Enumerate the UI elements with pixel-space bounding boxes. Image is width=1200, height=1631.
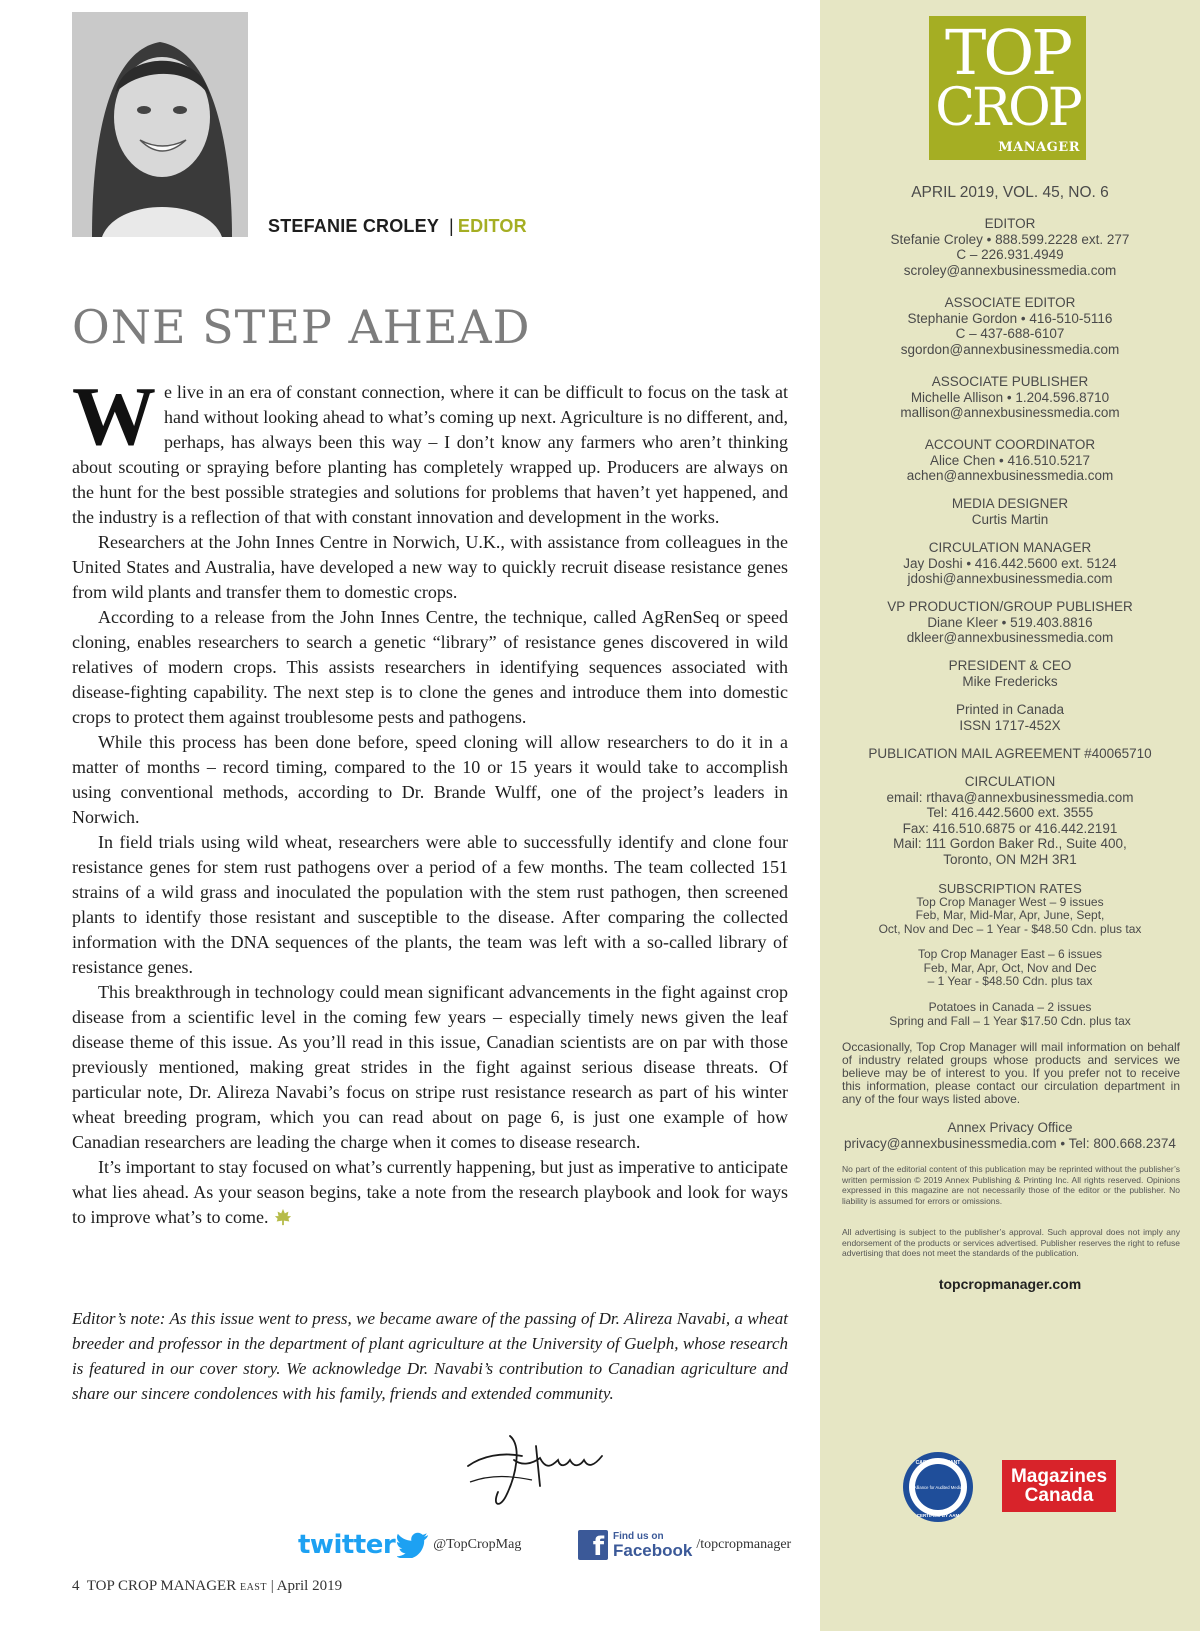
masthead-email[interactable]: sgordon@annexbusinessmedia.com (900, 341, 1120, 357)
circulation-email[interactable]: email: rthava@annexbusinessmedia.com (886, 789, 1134, 805)
footer-separator: | (270, 1578, 274, 1594)
byline (268, 216, 527, 237)
subscription-rates (820, 882, 1200, 936)
article-paragraph-text: e live in an era of constant connection, where it can be difficult to focus on the task at hand without looking ahead to what’s coming up next. Agriculture is no different, and, perhaps, has always been this way – I don’t know any farmers who aren’t thinking about scouting or spraying before planting has completely wrapped up. Producers are always on the hunt for the best possible strategies and solutions for problems that haven’t yet happened, and the industry is a reflection of that with constant innovation and development in the works. (72, 382, 788, 527)
facebook-text (613, 1531, 692, 1560)
masthead-sidebar (820, 0, 1200, 1631)
website-link[interactable]: topcropmanager.com (938, 1276, 1082, 1292)
masthead-email[interactable]: scroley@annexbusinessmedia.com (903, 262, 1117, 278)
masthead-vp-production (820, 599, 1200, 646)
logo-line-manager: MANAGER (998, 140, 1080, 155)
subscription-line: Top Crop Manager East – 6 issues (917, 947, 1103, 961)
masthead-associate-editor (820, 295, 1200, 357)
footer-edition: EAST (239, 1582, 267, 1593)
article-paragraph: According to a release from the John Innes Centre, the technique, called AgRenSeq or speed cloning, enables researchers to search a genetic “library” of resistance genes discovered in wild relatives of modern crops. This assists researchers in identifying sequences associated with disease-fighting capability. The next step is to clone the genes and introduce them into domestic crops to protect them against troublesome pests and pathogens. (72, 607, 788, 727)
editor-photo (72, 12, 248, 237)
subscription-title: SUBSCRIPTION RATES (938, 881, 1082, 896)
page-title: ONE STEP AHEAD (72, 300, 531, 354)
masthead-line: Tel: 416.442.5600 ext. 3555 (926, 805, 1094, 820)
masthead-line: Mike Fredericks (962, 673, 1058, 689)
masthead-line: C – 437-688-6107 (955, 326, 1065, 341)
masthead-title: Printed in Canada (955, 702, 1065, 717)
masthead-email[interactable]: mallison@annexbusinessmedia.com (900, 405, 1120, 420)
page-number: 4 (72, 1578, 80, 1594)
article-body (72, 370, 788, 1230)
aam-badge-top-text: CASL COMPLIANT (915, 1460, 961, 1466)
privacy-contact[interactable]: privacy@annexbusinessmedia.com • Tel: 800.668.2374 (844, 1135, 1176, 1151)
masthead-title: EDITOR (984, 216, 1036, 231)
mailing-notice: Occasionally, Top Crop Manager will mail information on behalf of industry related groups whose products and services we believe may be of interest to you. If you prefer not to receive this information, please contact our circulation department in any of the four ways listed above. (842, 1040, 1180, 1106)
twitter-bird-icon (397, 1532, 429, 1558)
article-paragraph-text: It’s important to stay focused on what’s currently happening, but just as imperative to anticipate what lies ahead. As your season begins, take a note from the research playbook and look for ways to improve what’s to come. (72, 1157, 788, 1227)
masthead-title: CIRCULATION MANAGER (928, 540, 1092, 555)
footer-title: TOP CROP MANAGER (86, 1578, 237, 1594)
maple-leaf-icon (274, 1208, 292, 1226)
masthead-printing (820, 702, 1200, 733)
article-paragraph: In field trials using wild wheat, researchers were able to successfully identify and clone four resistance genes for stem rust pathogens over a period of a few months. The team collected 151 strains of a wild grass and inoculated the population with the stem rust pathogen, then screened plants to identify those resistant and susceptible to the disease. After comparing the collected information with the DNA sequences of the plants, the team was left with a so-called library of resistance genes. (72, 832, 788, 977)
masthead-line: Curtis Martin (971, 511, 1049, 527)
magazines-canada-line: Magazines (1010, 1466, 1108, 1487)
logo-line-top: TOP (945, 16, 1070, 89)
masthead-title: PRESIDENT & CEO (948, 658, 1072, 673)
masthead-email[interactable]: jdoshi@annexbusinessmedia.com (907, 571, 1113, 586)
article-paragraph: This breakthrough in technology could mean significant advancements in the fight against crop disease from a scientific level in the coming few years – especially timely news given the leaf disease theme of this issue. As you’ll read in this issue, Canadian scientists are on par with those previously mentioned, making great strides in the fight against serious disease threats. Of particular note, Dr. Alireza Navabi’s focus on stripe rust resistance research as part of his winter wheat breeding program, which you can read about on page 6, is just one example of how Canadian researchers are leading the charge when it comes to disease research. (72, 982, 788, 1152)
editor-signature (462, 1426, 622, 1514)
masthead-account-coordinator (820, 437, 1200, 484)
top-crop-manager-logo (929, 16, 1086, 160)
subscription-line: Potatoes in Canada – 2 issues (928, 1000, 1092, 1014)
masthead-title: MEDIA DESIGNER (951, 496, 1069, 511)
masthead-email[interactable]: dkleer@annexbusinessmedia.com (906, 630, 1114, 645)
masthead-line: Diane Kleer • 519.403.8816 (927, 614, 1093, 630)
footer-date: April 2019 (276, 1578, 343, 1594)
subscription-line: Spring and Fall – 1 Year $17.50 Cdn. plus tax (889, 1013, 1131, 1028)
subscription-line: Feb, Mar, Apr, Oct, Nov and Dec (923, 960, 1097, 975)
article-paragraph: Researchers at the John Innes Centre in Norwich, U.K., with assistance from colleagues in the United States and Australia, have developed a new way to quickly recruit disease resistance genes from wild plants and transfer them to domestic crops. (72, 532, 788, 602)
logo-line-crop: CROP (935, 78, 1080, 138)
subscription-line: Feb, Mar, Mid-Mar, Apr, June, Sept, (915, 908, 1105, 922)
masthead-line: Stefanie Croley • 888.599.2228 ext. 277 (890, 231, 1130, 247)
twitter-wordmark: twitter (298, 1530, 396, 1560)
twitter-badge[interactable] (298, 1527, 521, 1563)
byline-separator: | (449, 216, 454, 236)
masthead-line: Mail: 111 Gordon Baker Rd., Suite 400, (893, 836, 1127, 851)
masthead-line: Stephanie Gordon • 416-510-5116 (907, 310, 1113, 326)
masthead-line: Fax: 416.510.6875 or 416.442.2191 (902, 820, 1118, 836)
privacy-office (820, 1120, 1200, 1151)
facebook-badge[interactable] (578, 1527, 791, 1563)
masthead-editor (820, 216, 1200, 278)
copyright-notice: No part of the editorial content of this publication may be reprinted without the publisher’s written permission © 2019 Annex Publishing & Printing Inc. All rights reserved. Opinions expressed in this magazine are not necessarily those of the editor or the publisher. No liability is assumed for errors or omissions. (842, 1164, 1180, 1206)
aam-badge-bottom-text: CERTIFIED BY AAM (916, 1513, 960, 1518)
twitter-handle: @TopCropMag (433, 1537, 522, 1552)
aam-badge-center-text: Alliance for Audited Media (913, 1485, 963, 1490)
author-name: STEFANIE CROLEY (268, 216, 440, 236)
circulation-block (820, 774, 1200, 867)
subscription-east (820, 948, 1200, 989)
masthead-line: Michelle Allison • 1.204.596.8710 (910, 389, 1110, 405)
masthead-media-designer (820, 496, 1200, 527)
masthead-title: ASSOCIATE PUBLISHER (931, 374, 1089, 389)
subscription-line: Top Crop Manager West – 9 issues (916, 894, 1104, 909)
masthead-president (820, 658, 1200, 689)
aam-certified-badge (902, 1451, 974, 1523)
masthead-title: ACCOUNT COORDINATOR (924, 437, 1096, 452)
editor-note: Editor’s note: As this issue went to press, we became aware of the passing of Dr. Alireza Navabi, a wheat breeder and professor in the department of plant agriculture at the University of Guelph, whose research is featured in our cover story. We acknowledge Dr. Navabi’s contribution to Canadian agriculture and share our sincere condolences with his family, friends and extended community. (72, 1309, 788, 1403)
facebook-wordmark: Facebook (613, 1540, 693, 1560)
facebook-f-icon: f (578, 1530, 608, 1560)
subscription-line: – 1 Year - $48.50 Cdn. plus tax (927, 974, 1093, 988)
facebook-handle: /topcropmanager (696, 1537, 792, 1552)
article-paragraph: While this process has been done before, speed cloning will allow researchers to do it in a matter of months – record timing, compared to the 10 or 15 years it would take to accomplish using conventional methods, according to Dr. Brande Wulff, one of the project’s leaders in Norwich. (72, 732, 788, 827)
masthead-line: Toronto, ON M2H 3R1 (943, 851, 1077, 867)
masthead-title: VP PRODUCTION/GROUP PUBLISHER (887, 599, 1133, 614)
drop-cap: W (72, 370, 156, 463)
subscription-potatoes (820, 1001, 1200, 1028)
masthead-associate-publisher (820, 374, 1200, 421)
magazines-canada-logo (1002, 1460, 1116, 1512)
publication-mail-agreement: PUBLICATION MAIL AGREEMENT #40065710 (868, 746, 1152, 761)
masthead-title: CIRCULATION (964, 774, 1056, 789)
masthead-line: Jay Doshi • 416.442.5600 ext. 5124 (903, 555, 1117, 571)
advertising-notice: All advertising is subject to the publisher’s approval. Such approval does not imply any endorsement of the products or services advertised. Publisher reserves the right to refuse advertising that does not meet the standards of the publication. (842, 1227, 1180, 1258)
editor-portrait-image (72, 12, 248, 237)
page-footer (72, 1578, 342, 1595)
masthead-line: ISSN 1717-452X (959, 717, 1061, 733)
masthead-circulation-manager (820, 540, 1200, 587)
subscription-line: Oct, Nov and Dec – 1 Year - $48.50 Cdn. plus tax (878, 921, 1142, 936)
article-paragraph (72, 370, 788, 530)
issue-info: APRIL 2019, VOL. 45, NO. 6 (911, 184, 1109, 201)
masthead-line: Alice Chen • 416.510.5217 (929, 452, 1091, 468)
facebook-find-label: Find us on (613, 1530, 664, 1542)
masthead-title: ASSOCIATE EDITOR (944, 295, 1076, 310)
author-role: EDITOR (457, 216, 527, 236)
article-paragraph (72, 1155, 788, 1230)
masthead-email[interactable]: achen@annexbusinessmedia.com (906, 468, 1114, 483)
magazines-canada-line: Canada (1024, 1485, 1094, 1506)
masthead-title: Annex Privacy Office (947, 1120, 1073, 1135)
masthead-line: C – 226.931.4949 (956, 247, 1064, 262)
